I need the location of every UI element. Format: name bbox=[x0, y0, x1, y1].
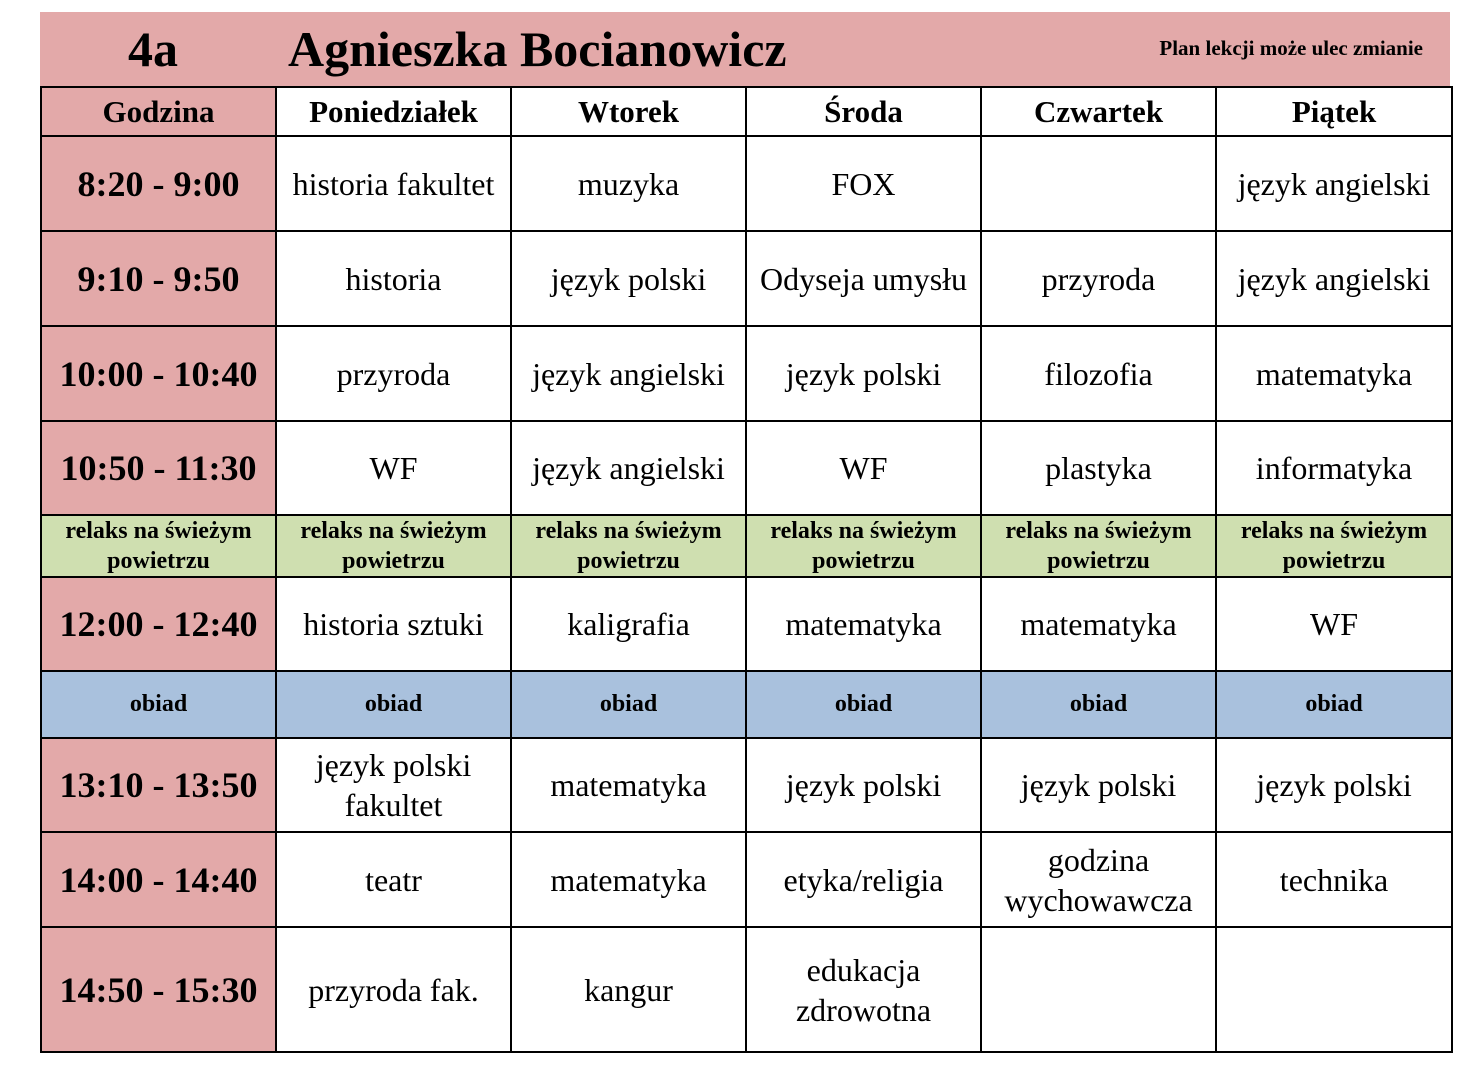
lesson-cell: przyroda fak. bbox=[276, 927, 511, 1052]
lesson-cell: historia bbox=[276, 231, 511, 326]
lesson-cell: język polski bbox=[511, 231, 746, 326]
lesson-cell: język polski bbox=[746, 738, 981, 832]
lesson-cell bbox=[1216, 927, 1452, 1052]
lesson-cell: Odyseja umysłu bbox=[746, 231, 981, 326]
lesson-cell: matematyka bbox=[746, 577, 981, 671]
lunch-cell: obiad bbox=[511, 671, 746, 738]
lesson-cell: teatr bbox=[276, 832, 511, 927]
lesson-cell: język polski bbox=[981, 738, 1216, 832]
lesson-cell: język polski bbox=[1216, 738, 1452, 832]
lesson-time: 13:10 - 13:50 bbox=[41, 738, 276, 832]
schedule-notice: Plan lekcji może ulec zmianie bbox=[1159, 36, 1423, 60]
lunch-cell: obiad bbox=[1216, 671, 1452, 738]
lesson-time: 14:00 - 14:40 bbox=[41, 832, 276, 927]
lesson-cell: muzyka bbox=[511, 136, 746, 231]
break-cell: relaks na świeżym powietrzu bbox=[41, 515, 276, 577]
lesson-time: 8:20 - 9:00 bbox=[41, 136, 276, 231]
lesson-row bbox=[41, 738, 1452, 832]
lesson-cell: matematyka bbox=[511, 832, 746, 927]
column-header-day: Poniedziałek bbox=[276, 87, 511, 136]
lesson-cell: plastyka bbox=[981, 421, 1216, 515]
break-cell: relaks na świeżym powietrzu bbox=[746, 515, 981, 577]
lesson-cell: język angielski bbox=[1216, 231, 1452, 326]
class-name: 4a bbox=[128, 21, 178, 77]
column-header-day: Środa bbox=[746, 87, 981, 136]
break-cell: relaks na świeżym powietrzu bbox=[276, 515, 511, 577]
lesson-cell: kangur bbox=[511, 927, 746, 1052]
lesson-cell bbox=[981, 927, 1216, 1052]
break-cell: relaks na świeżym powietrzu bbox=[981, 515, 1216, 577]
lesson-cell: język polski bbox=[746, 326, 981, 421]
lesson-time: 14:50 - 15:30 bbox=[41, 927, 276, 1052]
lesson-cell: przyroda bbox=[981, 231, 1216, 326]
lesson-row bbox=[41, 927, 1452, 1052]
column-header-day: Piątek bbox=[1216, 87, 1452, 136]
lesson-cell: język polski fakultet bbox=[276, 738, 511, 832]
lesson-cell bbox=[981, 136, 1216, 231]
lunch-cell: obiad bbox=[276, 671, 511, 738]
break-cell: relaks na świeżym powietrzu bbox=[1216, 515, 1452, 577]
lesson-cell: WF bbox=[276, 421, 511, 515]
lesson-time: 10:50 - 11:30 bbox=[41, 421, 276, 515]
timetable bbox=[40, 86, 1453, 1053]
break-cell: relaks na świeżym powietrzu bbox=[511, 515, 746, 577]
lesson-cell: filozofia bbox=[981, 326, 1216, 421]
lesson-cell: matematyka bbox=[981, 577, 1216, 671]
lesson-cell: WF bbox=[746, 421, 981, 515]
lesson-cell: etyka/religia bbox=[746, 832, 981, 927]
lunch-row bbox=[41, 671, 1452, 738]
lesson-cell: informatyka bbox=[1216, 421, 1452, 515]
lesson-cell: historia fakultet bbox=[276, 136, 511, 231]
lesson-cell: matematyka bbox=[511, 738, 746, 832]
schedule-header bbox=[40, 12, 1450, 86]
header-row bbox=[41, 87, 1452, 136]
column-header-time: Godzina bbox=[41, 87, 276, 136]
lesson-row bbox=[41, 832, 1452, 927]
lunch-cell: obiad bbox=[981, 671, 1216, 738]
lesson-row bbox=[41, 326, 1452, 421]
lesson-time: 10:00 - 10:40 bbox=[41, 326, 276, 421]
lesson-cell: technika bbox=[1216, 832, 1452, 927]
lesson-row bbox=[41, 577, 1452, 671]
lesson-cell: WF bbox=[1216, 577, 1452, 671]
teacher-name: Agnieszka Bocianowicz bbox=[288, 21, 787, 77]
lunch-cell: obiad bbox=[41, 671, 276, 738]
lesson-cell: matematyka bbox=[1216, 326, 1452, 421]
lesson-row bbox=[41, 136, 1452, 231]
lesson-cell: przyroda bbox=[276, 326, 511, 421]
lesson-cell: FOX bbox=[746, 136, 981, 231]
lesson-cell: język angielski bbox=[1216, 136, 1452, 231]
break-row bbox=[41, 515, 1452, 577]
lesson-cell: język angielski bbox=[511, 326, 746, 421]
lesson-row bbox=[41, 421, 1452, 515]
lesson-cell: historia sztuki bbox=[276, 577, 511, 671]
lesson-time: 9:10 - 9:50 bbox=[41, 231, 276, 326]
lesson-row bbox=[41, 231, 1452, 326]
column-header-day: Czwartek bbox=[981, 87, 1216, 136]
column-header-day: Wtorek bbox=[511, 87, 746, 136]
lunch-cell: obiad bbox=[746, 671, 981, 738]
lesson-cell: kaligrafia bbox=[511, 577, 746, 671]
lesson-cell: godzina wychowawcza bbox=[981, 832, 1216, 927]
lesson-time: 12:00 - 12:40 bbox=[41, 577, 276, 671]
lesson-cell: edukacja zdrowotna bbox=[746, 927, 981, 1052]
lesson-cell: język angielski bbox=[511, 421, 746, 515]
